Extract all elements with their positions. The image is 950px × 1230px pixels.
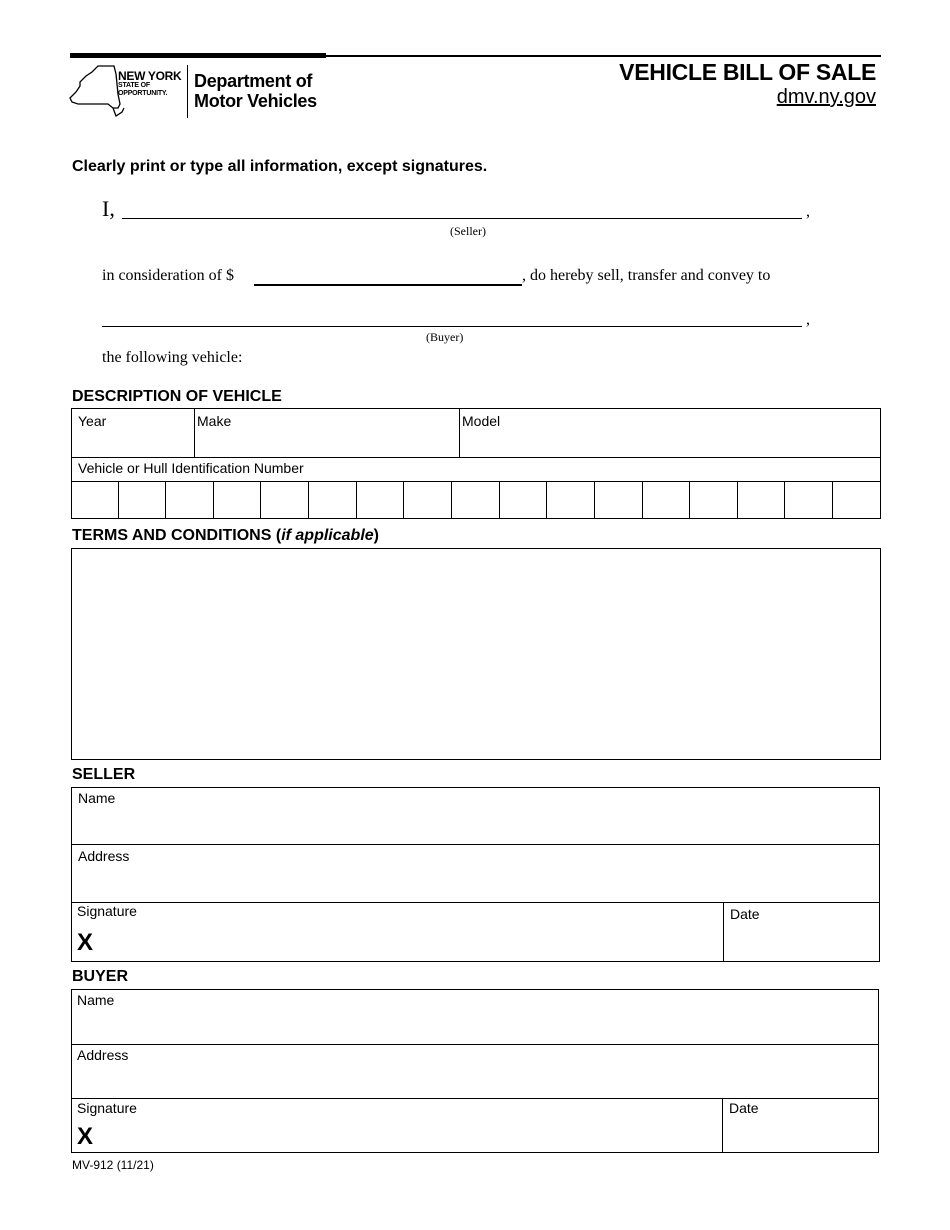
agency-name-line1: Department of bbox=[194, 71, 313, 91]
seller-line-comma: , bbox=[806, 203, 810, 220]
seller-signature-field[interactable] bbox=[72, 903, 723, 961]
ny-logo-line2: STATE OF bbox=[118, 82, 150, 89]
vin-character-box[interactable] bbox=[166, 481, 214, 518]
agency-name-line2: Motor Vehicles bbox=[194, 91, 317, 111]
vin-character-box[interactable] bbox=[690, 481, 738, 518]
year-label: Year bbox=[78, 413, 107, 429]
vehicle-section-heading: DESCRIPTION OF VEHICLE bbox=[72, 388, 282, 405]
ny-logo-line3: OPPORTUNITY. bbox=[118, 90, 168, 97]
vin-character-box[interactable] bbox=[357, 481, 405, 518]
seller-name-line[interactable] bbox=[122, 218, 802, 219]
buyer-date-label: Date bbox=[729, 1100, 759, 1116]
buyer-signature-label: Signature bbox=[77, 1100, 137, 1116]
i-prefix: I, bbox=[102, 196, 115, 221]
vin-character-box[interactable] bbox=[595, 481, 643, 518]
make-label: Make bbox=[197, 413, 232, 429]
buyer-address-field[interactable] bbox=[72, 1045, 878, 1098]
vin-character-box[interactable] bbox=[119, 481, 167, 518]
following-vehicle-text: the following vehicle: bbox=[102, 349, 243, 366]
vin-character-box[interactable] bbox=[71, 481, 119, 518]
seller-section-heading: SELLER bbox=[72, 766, 136, 783]
vin-character-box[interactable] bbox=[547, 481, 595, 518]
seller-name-field[interactable] bbox=[72, 788, 879, 844]
vin-character-box[interactable] bbox=[738, 481, 786, 518]
vin-character-box[interactable] bbox=[643, 481, 691, 518]
vin-character-box[interactable] bbox=[452, 481, 500, 518]
amount-line[interactable] bbox=[254, 284, 522, 286]
vin-character-box[interactable] bbox=[500, 481, 548, 518]
seller-date-field[interactable] bbox=[724, 903, 879, 961]
make-field[interactable] bbox=[195, 409, 459, 457]
vin-character-box[interactable] bbox=[262, 481, 310, 518]
model-field[interactable] bbox=[460, 409, 880, 457]
seller-address-field[interactable] bbox=[72, 845, 879, 902]
buyer-name-label: Name bbox=[77, 992, 115, 1008]
buyer-name-field[interactable] bbox=[72, 990, 878, 1044]
form-title: VEHICLE BILL OF SALE bbox=[619, 59, 876, 85]
buyer-caption: (Buyer) bbox=[426, 330, 464, 344]
consideration-text: in consideration of $ bbox=[102, 267, 234, 284]
vin-character-box[interactable] bbox=[405, 481, 453, 518]
vin-character-box[interactable] bbox=[833, 481, 881, 518]
seller-address-label: Address bbox=[78, 848, 130, 864]
seller-signature-label: Signature bbox=[77, 903, 137, 919]
terms-heading-end: ) bbox=[373, 527, 379, 544]
instructions: Clearly print or type all information, except signatures. bbox=[72, 158, 488, 175]
convey-text: , do hereby sell, transfer and convey to bbox=[522, 267, 771, 284]
seller-signature-x-mark: X bbox=[77, 929, 94, 956]
buyer-date-field[interactable] bbox=[723, 1099, 878, 1152]
buyer-signature-x-mark: X bbox=[77, 1123, 94, 1150]
form-number: MV-912 (11/21) bbox=[72, 1158, 154, 1172]
vin-label: Vehicle or Hull Identification Number bbox=[78, 460, 304, 476]
buyer-line-comma: , bbox=[806, 311, 810, 328]
terms-heading-italic: if applicable bbox=[281, 527, 374, 544]
vin-character-box[interactable] bbox=[309, 481, 357, 518]
ny-logo-text bbox=[118, 70, 181, 98]
vehicle-row-divider bbox=[71, 457, 881, 458]
header-rule-thick bbox=[70, 53, 326, 58]
dmv-website-link[interactable]: dmv.ny.gov bbox=[776, 86, 876, 108]
buyer-name-line[interactable] bbox=[102, 326, 802, 327]
buyer-signature-field[interactable] bbox=[72, 1099, 722, 1152]
vin-character-box[interactable] bbox=[786, 481, 834, 518]
buyer-section-heading: BUYER bbox=[72, 968, 129, 985]
terms-section-heading bbox=[72, 527, 379, 545]
header-rule-thin bbox=[326, 55, 881, 57]
model-label: Model bbox=[462, 413, 501, 429]
year-field[interactable] bbox=[72, 409, 194, 457]
buyer-address-label: Address bbox=[77, 1047, 129, 1063]
agency-name bbox=[194, 71, 317, 111]
seller-name-label: Name bbox=[78, 790, 116, 806]
logo-divider bbox=[187, 65, 188, 118]
seller-caption: (Seller) bbox=[450, 224, 486, 238]
ny-logo-line1: NEW YORK bbox=[118, 69, 182, 83]
terms-heading-main: TERMS AND CONDITIONS ( bbox=[72, 527, 282, 544]
vin-character-box[interactable] bbox=[214, 481, 262, 518]
terms-textarea[interactable] bbox=[71, 548, 881, 760]
seller-date-label: Date bbox=[730, 906, 760, 922]
